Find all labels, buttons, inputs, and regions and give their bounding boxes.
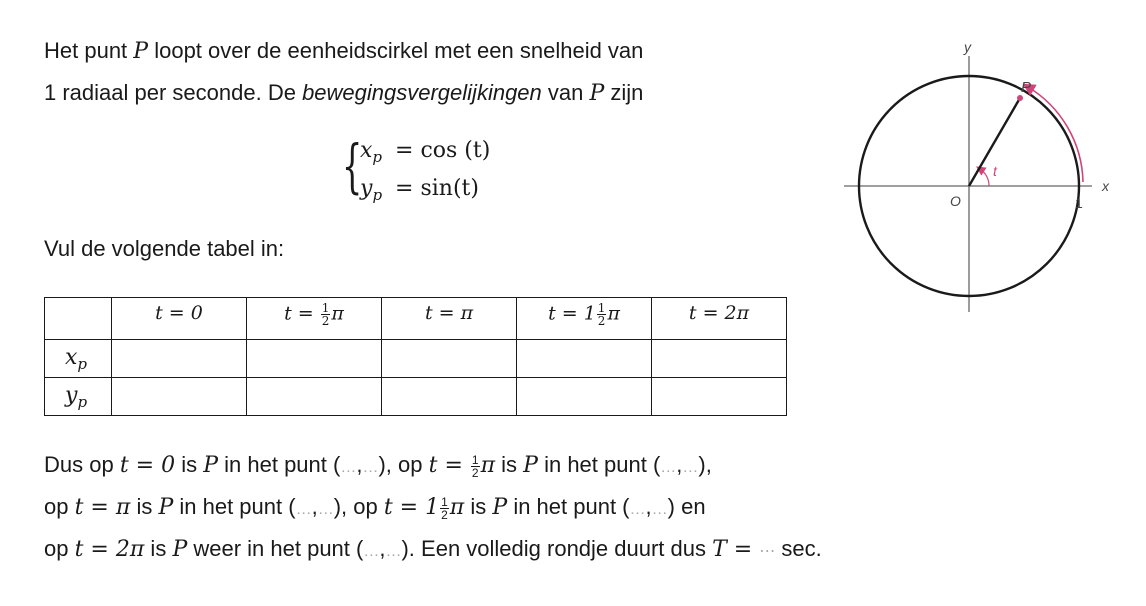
table-cell-input[interactable] bbox=[112, 340, 247, 378]
intro-text: loopt over de eenheidscirkel met een snelheid van bbox=[148, 38, 644, 63]
table-cell-input[interactable] bbox=[112, 378, 247, 416]
origin-label: O bbox=[950, 193, 961, 209]
blank-field[interactable]: … bbox=[629, 501, 646, 518]
row-label-yp: $y_p$ bbox=[45, 378, 112, 416]
header-t-one-half-pi: t = 1 $\frac{1}{2}$ π bbox=[517, 298, 652, 340]
point-p: P bbox=[589, 81, 605, 106]
conclusion-line-1: Dus op t = 0 is P in het punt (…,…), op t = $\frac{1}{2}$ π is P in het punt (…,…), bbox=[44, 452, 712, 480]
arc-arrow bbox=[1028, 87, 1083, 182]
unit-circle-figure bbox=[830, 30, 1130, 320]
header-t-half-pi: t = $\frac{1}{2}$ π bbox=[247, 298, 382, 340]
emphasis-text: bewegingsvergelijkingen bbox=[302, 80, 542, 105]
table-cell-input[interactable] bbox=[517, 378, 652, 416]
intro-line-2 bbox=[44, 80, 643, 106]
table-cell-input[interactable] bbox=[247, 378, 382, 416]
equation-rhs: = sin(t) bbox=[395, 176, 479, 201]
equation-x bbox=[360, 138, 490, 166]
intro-text: Het punt bbox=[44, 38, 134, 63]
conclusion-line-2: op t = π is P in het punt (…,…), op t = 1 $\frac{1}{2}$ π is P in het punt (…,…) en bbox=[44, 494, 706, 522]
table-cell-input[interactable] bbox=[652, 340, 787, 378]
table-cell-input[interactable] bbox=[382, 340, 517, 378]
point-p: P bbox=[133, 39, 149, 64]
table-corner-cell bbox=[45, 298, 112, 340]
angle-arc bbox=[980, 169, 989, 186]
equation-rhs: = cos (t) bbox=[395, 138, 491, 163]
table-cell-input[interactable] bbox=[382, 378, 517, 416]
header-t-2pi: t = 2π bbox=[652, 298, 787, 340]
intro-text: zijn bbox=[604, 80, 644, 105]
table-row bbox=[45, 340, 787, 378]
table-cell-input[interactable] bbox=[652, 378, 787, 416]
table-header-row bbox=[45, 298, 787, 340]
blank-field[interactable]: … bbox=[682, 459, 699, 476]
subscript: p bbox=[372, 186, 383, 204]
y-axis-label: y bbox=[964, 39, 971, 55]
equation-brace: { bbox=[342, 132, 363, 200]
header-t0: t = 0 bbox=[112, 298, 247, 340]
var-x: x bbox=[360, 138, 373, 163]
blank-field[interactable]: … bbox=[385, 543, 402, 560]
equation-y bbox=[360, 176, 479, 204]
var-y: y bbox=[360, 176, 373, 201]
intro-text: 1 radiaal per seconde. De bbox=[44, 80, 303, 105]
header-t-pi: t = π bbox=[382, 298, 517, 340]
blank-field[interactable]: … bbox=[651, 501, 668, 518]
point-label: P bbox=[1021, 79, 1032, 96]
blank-field[interactable]: … bbox=[340, 459, 357, 476]
one-label: 1 bbox=[1075, 195, 1083, 211]
table-row bbox=[45, 378, 787, 416]
blank-field[interactable]: … bbox=[317, 501, 334, 518]
angle-label: t bbox=[993, 163, 997, 179]
row-label-xp: $x_p$ bbox=[45, 340, 112, 378]
blank-field[interactable]: ⋯ bbox=[759, 543, 776, 560]
blank-field[interactable]: … bbox=[295, 501, 312, 518]
intro-line-1 bbox=[44, 38, 643, 64]
table-cell-input[interactable] bbox=[247, 340, 382, 378]
intro-text: van bbox=[541, 80, 590, 105]
blank-field[interactable]: … bbox=[660, 459, 677, 476]
subscript: p bbox=[372, 148, 383, 166]
x-axis-label: x bbox=[1102, 178, 1109, 194]
instruction: Vul de volgende tabel in: bbox=[44, 236, 285, 261]
conclusion-line-3: op t = 2π is P weer in het punt (…,…). Een volledig rondje duurt dus T = ⋯ sec. bbox=[44, 536, 822, 562]
blank-field[interactable]: … bbox=[363, 543, 380, 560]
table-cell-input[interactable] bbox=[517, 340, 652, 378]
value-table bbox=[44, 297, 787, 416]
blank-field[interactable]: … bbox=[362, 459, 379, 476]
